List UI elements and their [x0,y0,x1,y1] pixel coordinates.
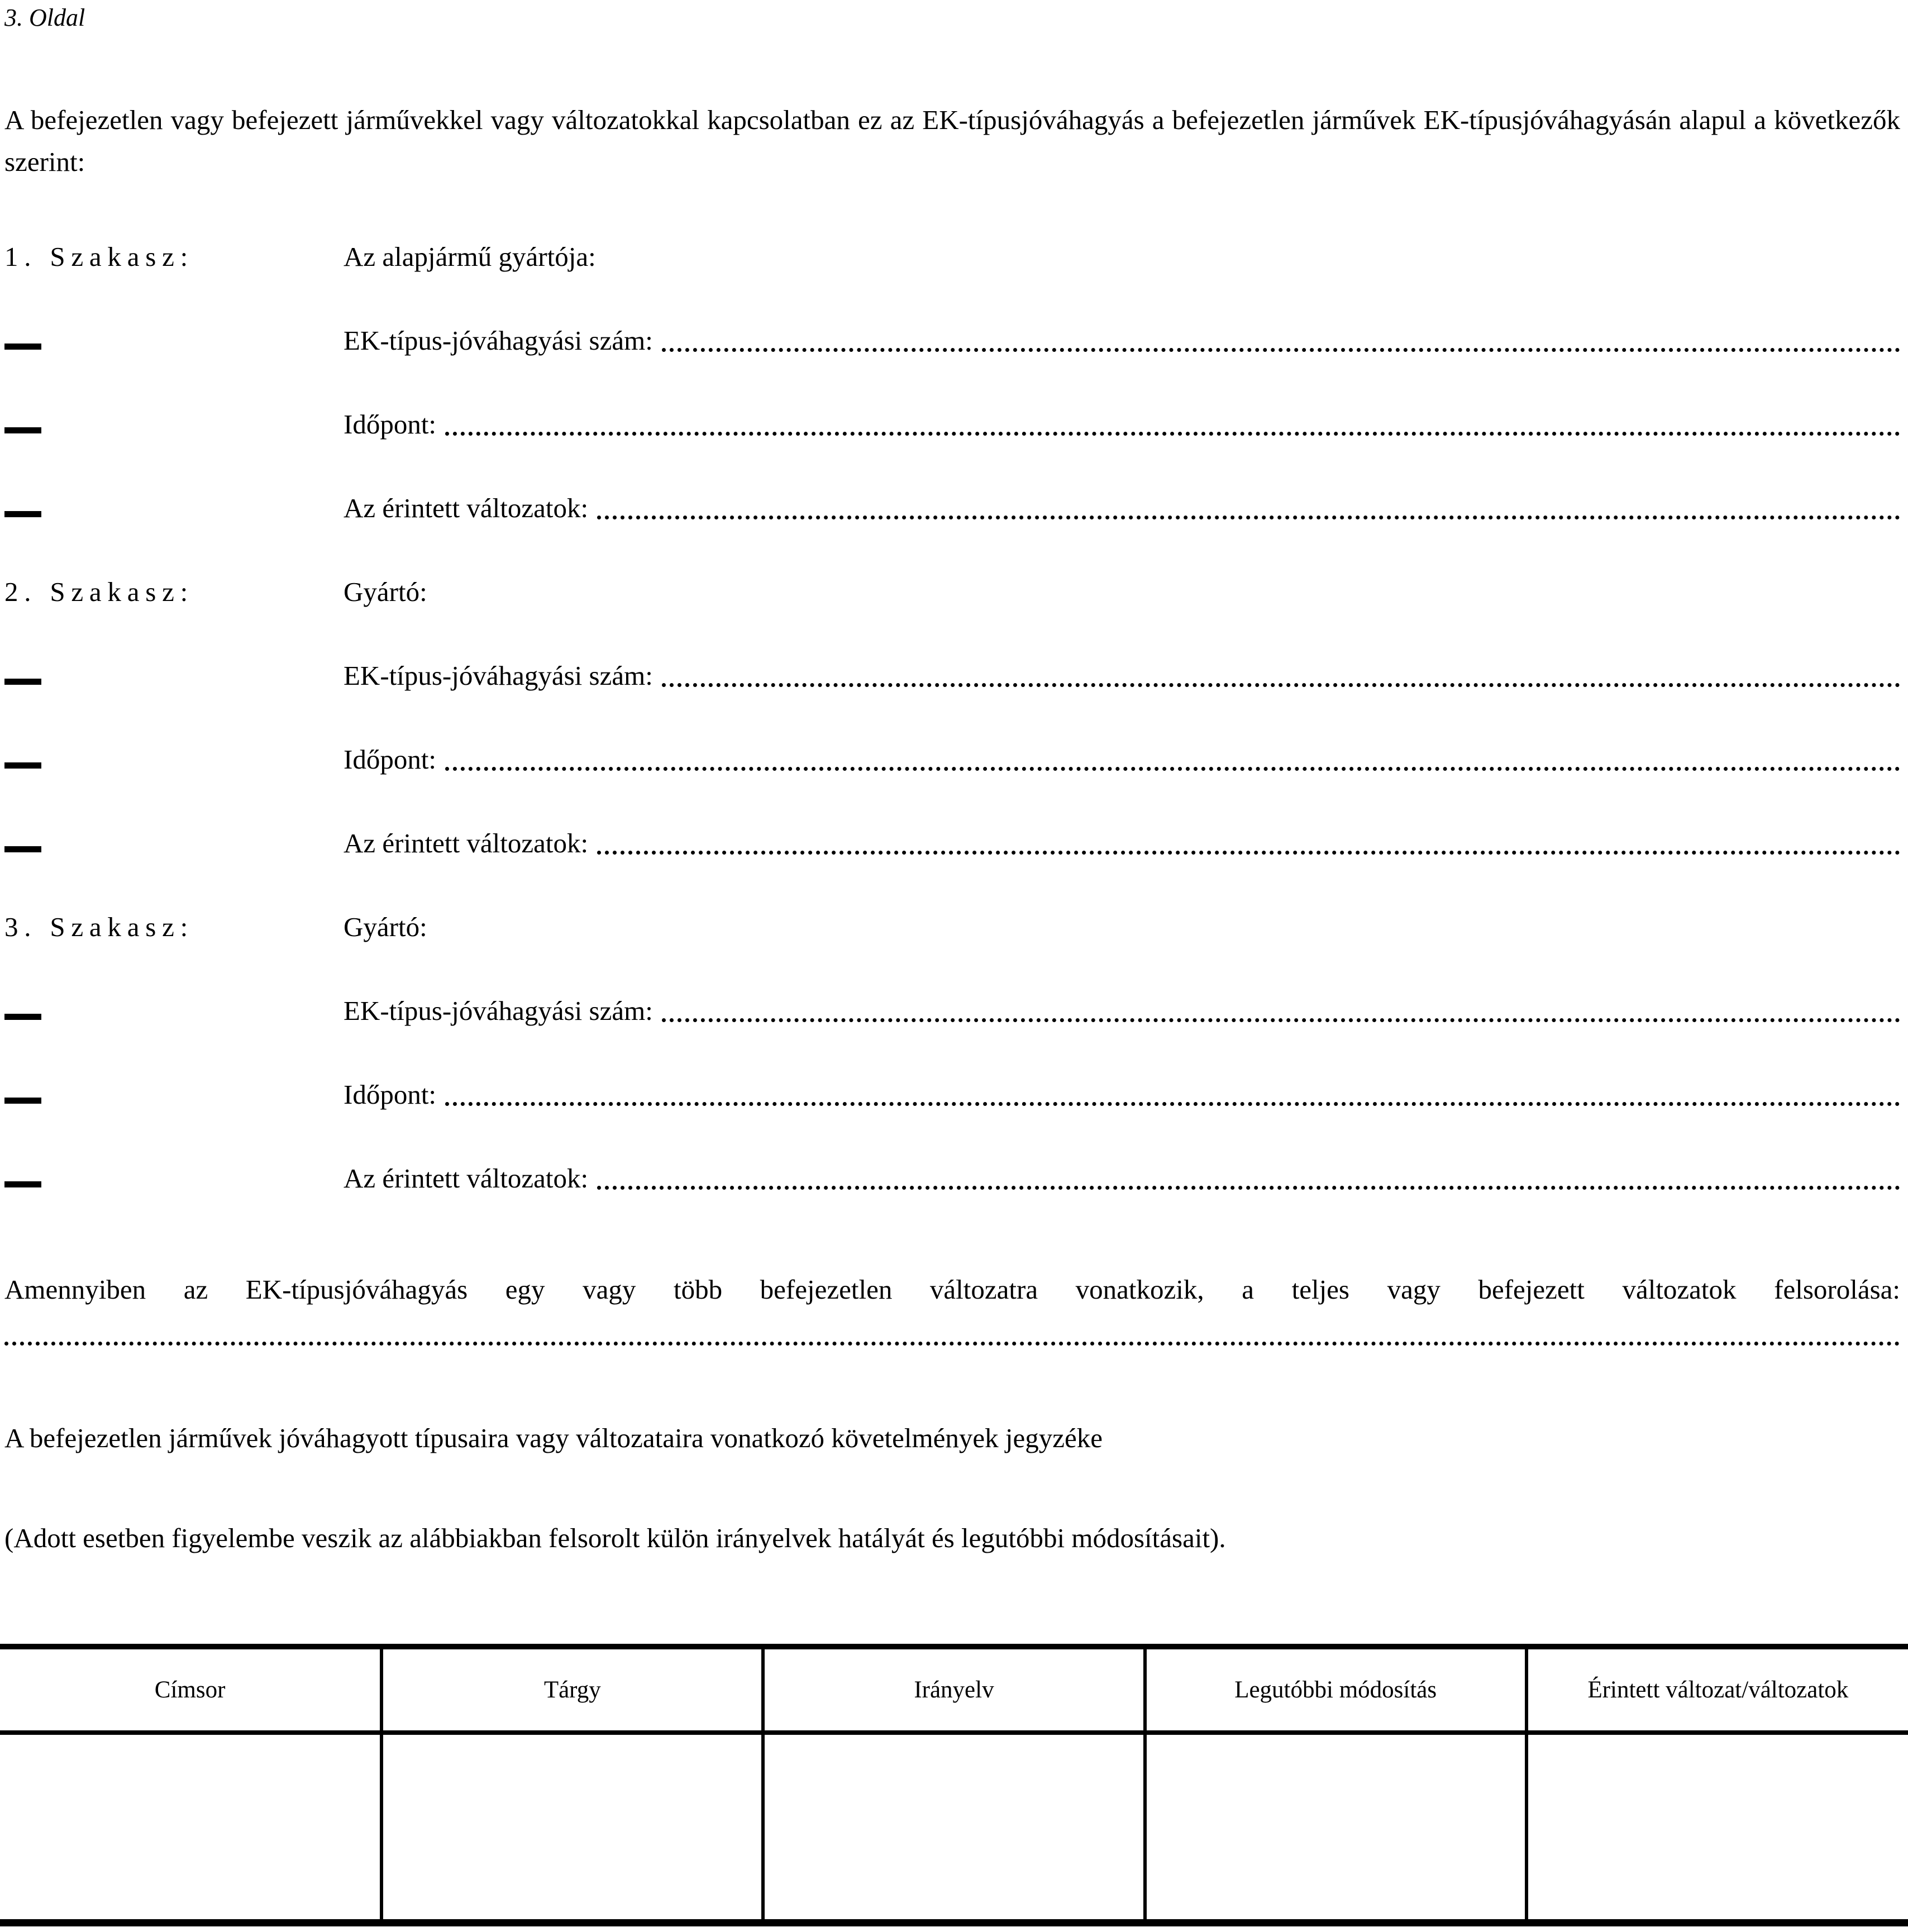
table-header-row [0,1647,1908,1733]
section-item-row [0,299,1908,383]
section-item-row [0,634,1908,718]
item-label: Az érintett változatok: [344,492,589,523]
column-header-legutobbi-modositas: Legutóbbi módosítás [1145,1647,1527,1733]
table-cell [381,1733,763,1923]
dash-icon [4,1181,41,1187]
item-label: EK-típus-jóváhagyási szám: [344,325,653,356]
dash-icon [4,762,41,769]
column-header-erintett-valtozat: Érintett változat/változatok [1527,1647,1908,1733]
dotted-leader [662,683,1900,687]
variants-note: Amennyiben az EK-típusjóváhagyás egy vagy több befejezetlen változatra vonatkozik, a teljes vagy befejezett változatok felsorolása: [4,1273,1900,1305]
section-item-row [0,969,1908,1053]
column-header-targy: Tárgy [381,1647,763,1733]
dash-icon [4,679,41,685]
section-heading-row [0,215,1908,299]
item-label: Az érintett változatok: [344,827,589,858]
section-label: 1. Szakasz: [4,241,194,273]
section-heading-row [0,885,1908,969]
item-label: EK-típus-jóváhagyási szám: [344,660,653,691]
fill-in-dotted-line [4,1342,1900,1346]
section-heading: Gyártó: [344,576,427,607]
table-cell [1527,1733,1908,1923]
dash-icon [4,1098,41,1104]
dash-icon [4,344,41,350]
table-cell [1145,1733,1527,1923]
dotted-leader [662,1018,1900,1022]
item-label: Időpont: [344,1079,437,1110]
table-cell [763,1733,1144,1923]
dotted-leader [445,432,1900,436]
requirements-heading: A befejezetlen járművek jóváhagyott típusaira vagy változataira vonatkozó követelmények jegyzéke [4,1422,1103,1453]
dash-icon [4,511,41,517]
dash-icon [4,427,41,433]
section-heading: Az alapjármű gyártója: [344,241,596,272]
page-title: 3. Oldal [4,4,85,31]
section-item-row [0,383,1908,466]
item-label: EK-típus-jóváhagyási szám: [344,995,653,1026]
section-label: 2. Szakasz: [4,576,194,608]
table-cell [0,1733,381,1923]
dotted-leader [597,1186,1900,1190]
dotted-leader [597,516,1900,519]
column-header-cimsor: Címsor [0,1647,381,1733]
section-item-row [0,466,1908,550]
sections-block [0,215,1908,1220]
section-label: 3. Szakasz: [4,912,194,943]
table-row [0,1733,1908,1923]
dotted-leader [662,348,1900,352]
item-label: Időpont: [344,408,437,440]
requirements-table [0,1644,1908,1926]
item-label: Időpont: [344,743,437,775]
column-header-iranyelv: Irányelv [763,1647,1144,1733]
section-item-row [0,802,1908,885]
dotted-leader [597,851,1900,855]
dotted-leader [445,767,1900,771]
intro-paragraph: A befejezetlen vagy befejezett járművekkel vagy változatokkal kapcsolatban ez az EK-típusjóváhagyás a befejezetlen járművek EK-típusjóváhagyásán alapul a következők szerint: [4,104,1900,177]
dash-icon [4,846,41,852]
section-item-row [0,1137,1908,1220]
section-item-row [0,718,1908,802]
dash-icon [4,1014,41,1020]
section-item-row [0,1053,1908,1137]
item-label: Az érintett változatok: [344,1162,589,1194]
section-heading-row [0,550,1908,634]
directives-note: (Adott esetben figyelembe veszik az alábbiakban felsorolt külön irányelvek hatályát és legutóbbi módosításait). [4,1522,1226,1553]
section-heading: Gyártó: [344,911,427,942]
dotted-leader [445,1102,1900,1106]
